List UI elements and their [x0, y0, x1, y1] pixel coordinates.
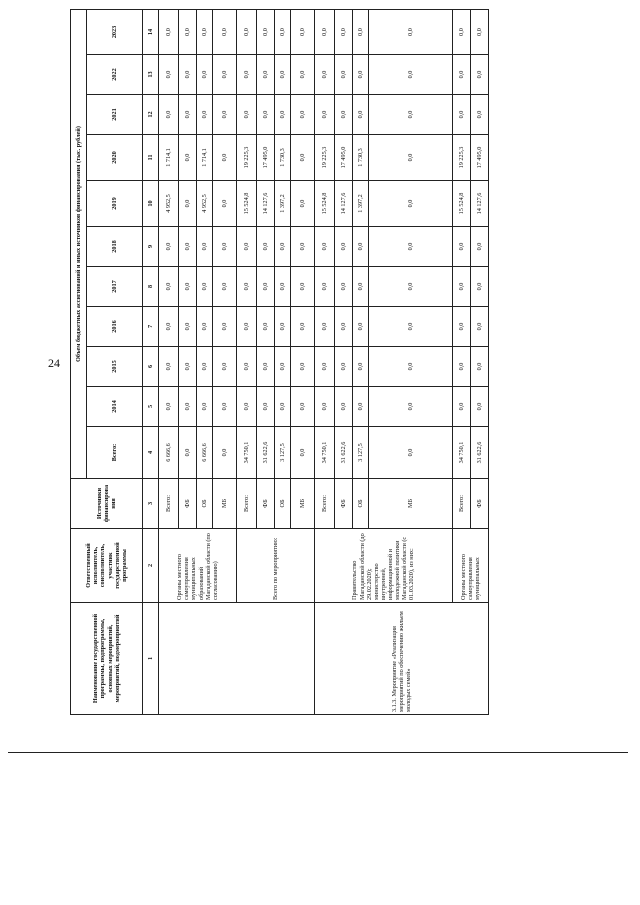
- year-value-cell: 1 397,2: [275, 181, 291, 227]
- year-value-cell: 0,0: [291, 267, 315, 307]
- year-value-cell: 0,0: [369, 135, 453, 181]
- year-value-cell: 0,0: [159, 347, 179, 387]
- executor-cell: Органы местного самоуправления муниципальных образований Магаданской области (по согласованию): [159, 529, 237, 603]
- year-value-cell: 1 730,3: [275, 135, 291, 181]
- funding-source-cell: МБ: [369, 479, 453, 529]
- year-value-cell: 0,0: [291, 307, 315, 347]
- year-value-cell: 1 714,1: [159, 135, 179, 181]
- year-value-cell: 0,0: [353, 95, 369, 135]
- year-value-cell: 0,0: [257, 267, 275, 307]
- year-value-cell: 19 225,3: [453, 135, 471, 181]
- column-number: 2: [143, 529, 159, 603]
- year-value-cell: 0,0: [471, 55, 489, 95]
- year-value-cell: 1 730,3: [353, 135, 369, 181]
- year-value-cell: 0,0: [369, 267, 453, 307]
- year-value-cell: 0,0: [335, 347, 353, 387]
- total-value-cell: 3 127,5: [275, 427, 291, 479]
- column-number: 6: [143, 347, 159, 387]
- year-value-cell: 0,0: [315, 9, 335, 54]
- total-value-cell: 31 622,6: [471, 427, 489, 479]
- year-value-cell: 0,0: [213, 95, 237, 135]
- year-value-cell: 0,0: [179, 9, 197, 54]
- year-value-cell: 0,0: [197, 307, 213, 347]
- program-name-cell: [159, 603, 315, 715]
- year-value-cell: 0,0: [197, 227, 213, 267]
- column-number: 8: [143, 267, 159, 307]
- year-value-cell: 0,0: [159, 387, 179, 427]
- page-divider: [8, 752, 628, 753]
- header-executor: Ответственный исполнитель, соисполнитель, участник государственной программы: [71, 529, 143, 603]
- year-value-cell: 0,0: [257, 347, 275, 387]
- column-number: 13: [143, 55, 159, 95]
- total-value-cell: 6 666,6: [197, 427, 213, 479]
- rotated-table-wrapper: [70, 10, 580, 715]
- year-value-cell: 0,0: [159, 307, 179, 347]
- year-value-cell: 0,0: [453, 95, 471, 135]
- year-value-cell: 0,0: [291, 347, 315, 387]
- year-value-cell: 14 127,6: [471, 181, 489, 227]
- year-value-cell: 0,0: [335, 9, 353, 54]
- column-number: 3: [143, 479, 159, 529]
- year-value-cell: 0,0: [197, 9, 213, 54]
- funding-source-cell: МБ: [213, 479, 237, 529]
- column-number: 7: [143, 307, 159, 347]
- year-value-cell: 0,0: [257, 387, 275, 427]
- header-year: 2019: [87, 181, 143, 227]
- year-value-cell: 0,0: [471, 307, 489, 347]
- year-value-cell: 0,0: [159, 55, 179, 95]
- year-value-cell: 0,0: [213, 135, 237, 181]
- year-value-cell: 0,0: [159, 9, 179, 54]
- year-value-cell: 0,0: [453, 267, 471, 307]
- year-value-cell: 0,0: [179, 55, 197, 95]
- program-name-cell: 3.1.3. Мероприятие «Реализация мероприятий по обеспечению жильем молодых семей»: [315, 603, 489, 715]
- year-value-cell: 0,0: [197, 55, 213, 95]
- year-value-cell: 0,0: [275, 227, 291, 267]
- column-number-row: [143, 9, 159, 714]
- year-value-cell: 0,0: [257, 55, 275, 95]
- header-program-name: Наименование государственной программы, подпрограммы, основных мероприятий, мероприятий, подмероприятий: [71, 603, 143, 715]
- year-value-cell: 0,0: [369, 95, 453, 135]
- year-value-cell: 0,0: [237, 387, 257, 427]
- year-value-cell: 0,0: [335, 95, 353, 135]
- year-value-cell: 0,0: [335, 55, 353, 95]
- budget-table: [70, 9, 489, 715]
- year-value-cell: 0,0: [159, 267, 179, 307]
- year-value-cell: 0,0: [453, 307, 471, 347]
- year-value-cell: 0,0: [335, 267, 353, 307]
- year-value-cell: 0,0: [237, 227, 257, 267]
- year-value-cell: 4 952,5: [159, 181, 179, 227]
- year-value-cell: 0,0: [315, 387, 335, 427]
- header-total: Всего:: [87, 427, 143, 479]
- year-value-cell: 0,0: [353, 387, 369, 427]
- total-value-cell: 0,0: [179, 427, 197, 479]
- year-value-cell: 0,0: [453, 387, 471, 427]
- funding-source-cell: Всего:: [159, 479, 179, 529]
- year-value-cell: 0,0: [291, 227, 315, 267]
- column-number: 14: [143, 9, 159, 54]
- funding-source-cell: ФБ: [179, 479, 197, 529]
- year-value-cell: 0,0: [315, 307, 335, 347]
- year-value-cell: 0,0: [179, 387, 197, 427]
- funding-source-cell: ОБ: [353, 479, 369, 529]
- year-value-cell: 0,0: [315, 95, 335, 135]
- header-year: 2023: [87, 9, 143, 54]
- year-value-cell: 0,0: [369, 227, 453, 267]
- year-value-cell: 0,0: [237, 9, 257, 54]
- year-value-cell: 0,0: [315, 267, 335, 307]
- year-value-cell: 0,0: [197, 347, 213, 387]
- year-value-cell: 0,0: [369, 307, 453, 347]
- header-year: 2018: [87, 227, 143, 267]
- year-value-cell: 0,0: [213, 307, 237, 347]
- header-funding-source: Источники финансирова ния: [71, 479, 143, 529]
- year-value-cell: 0,0: [369, 387, 453, 427]
- table-row: [159, 9, 179, 714]
- year-value-cell: 0,0: [213, 347, 237, 387]
- year-value-cell: 0,0: [179, 181, 197, 227]
- header-year: 2015: [87, 347, 143, 387]
- year-value-cell: 0,0: [315, 227, 335, 267]
- year-value-cell: 19 225,3: [315, 135, 335, 181]
- header-year: 2021: [87, 95, 143, 135]
- funding-source-cell: МБ: [291, 479, 315, 529]
- year-value-cell: 0,0: [471, 267, 489, 307]
- year-value-cell: 4 952,5: [197, 181, 213, 227]
- year-value-cell: 0,0: [291, 181, 315, 227]
- year-value-cell: 1 714,1: [197, 135, 213, 181]
- year-value-cell: 0,0: [257, 227, 275, 267]
- total-value-cell: 34 750,1: [237, 427, 257, 479]
- executor-cell: Правительство Магаданской области (до 29.02.2020); министерство внутренней, информационной и молодежной политики Магаданской области (с 01.03.2020), из них:: [315, 529, 453, 603]
- year-value-cell: 0,0: [257, 95, 275, 135]
- year-value-cell: 0,0: [213, 227, 237, 267]
- year-value-cell: 0,0: [179, 347, 197, 387]
- year-value-cell: 0,0: [237, 55, 257, 95]
- year-value-cell: 0,0: [197, 387, 213, 427]
- year-value-cell: 0,0: [353, 9, 369, 54]
- year-value-cell: 15 524,8: [453, 181, 471, 227]
- funding-source-cell: ОБ: [197, 479, 213, 529]
- year-value-cell: 0,0: [453, 55, 471, 95]
- year-value-cell: 0,0: [275, 55, 291, 95]
- year-value-cell: 0,0: [275, 267, 291, 307]
- year-value-cell: 0,0: [275, 95, 291, 135]
- header-year: 2022: [87, 55, 143, 95]
- year-value-cell: 0,0: [291, 55, 315, 95]
- column-number: 1: [143, 603, 159, 715]
- page-number: 24: [48, 356, 60, 370]
- year-value-cell: 0,0: [353, 55, 369, 95]
- table-body: [159, 9, 489, 714]
- year-value-cell: 17 495,0: [471, 135, 489, 181]
- funding-source-cell: Всего:: [453, 479, 471, 529]
- year-value-cell: 0,0: [453, 227, 471, 267]
- year-value-cell: 0,0: [179, 227, 197, 267]
- year-value-cell: 0,0: [197, 267, 213, 307]
- year-value-cell: 0,0: [237, 347, 257, 387]
- funding-source-cell: ФБ: [335, 479, 353, 529]
- year-value-cell: 0,0: [471, 9, 489, 54]
- header-year: 2017: [87, 267, 143, 307]
- year-value-cell: 0,0: [179, 307, 197, 347]
- year-value-cell: 15 524,8: [237, 181, 257, 227]
- year-value-cell: 0,0: [291, 387, 315, 427]
- year-value-cell: 0,0: [369, 347, 453, 387]
- year-value-cell: 17 495,0: [257, 135, 275, 181]
- year-value-cell: 0,0: [291, 135, 315, 181]
- year-value-cell: 0,0: [179, 135, 197, 181]
- total-value-cell: 31 622,6: [257, 427, 275, 479]
- year-value-cell: 0,0: [237, 307, 257, 347]
- year-value-cell: 0,0: [353, 227, 369, 267]
- funding-source-cell: ФБ: [471, 479, 489, 529]
- year-value-cell: 0,0: [471, 227, 489, 267]
- column-number: 4: [143, 427, 159, 479]
- year-value-cell: 15 524,8: [315, 181, 335, 227]
- year-value-cell: 0,0: [315, 55, 335, 95]
- total-value-cell: 34 750,1: [453, 427, 471, 479]
- year-value-cell: 0,0: [335, 227, 353, 267]
- year-value-cell: 0,0: [471, 95, 489, 135]
- year-value-cell: 0,0: [213, 267, 237, 307]
- year-value-cell: 0,0: [179, 95, 197, 135]
- year-value-cell: 0,0: [213, 387, 237, 427]
- year-value-cell: 0,0: [213, 55, 237, 95]
- column-number: 9: [143, 227, 159, 267]
- year-value-cell: 0,0: [275, 307, 291, 347]
- year-value-cell: 0,0: [369, 181, 453, 227]
- funding-source-cell: ОБ: [275, 479, 291, 529]
- year-value-cell: 0,0: [197, 95, 213, 135]
- column-number: 11: [143, 135, 159, 181]
- year-value-cell: 0,0: [335, 387, 353, 427]
- year-value-cell: 0,0: [291, 9, 315, 54]
- year-value-cell: 0,0: [237, 267, 257, 307]
- header-year: 2020: [87, 135, 143, 181]
- year-value-cell: 17 495,0: [335, 135, 353, 181]
- header-volume: Объем бюджетных ассигнований и иных источников финансирования (тыс. рублей): [71, 9, 87, 478]
- table-header: [71, 9, 159, 714]
- total-value-cell: 31 622,6: [335, 427, 353, 479]
- year-value-cell: 0,0: [335, 307, 353, 347]
- total-value-cell: 0,0: [213, 427, 237, 479]
- year-value-cell: 0,0: [159, 95, 179, 135]
- year-value-cell: 0,0: [315, 347, 335, 387]
- funding-source-cell: Всего:: [315, 479, 335, 529]
- year-value-cell: 0,0: [237, 95, 257, 135]
- executor-cell: Органы местного самоуправления муниципальных: [453, 529, 489, 603]
- year-value-cell: 0,0: [369, 55, 453, 95]
- year-value-cell: 14 127,6: [335, 181, 353, 227]
- total-value-cell: 0,0: [369, 427, 453, 479]
- year-value-cell: 0,0: [275, 9, 291, 54]
- funding-source-cell: Всего:: [237, 479, 257, 529]
- funding-source-cell: ФБ: [257, 479, 275, 529]
- year-value-cell: 0,0: [275, 347, 291, 387]
- year-value-cell: 19 225,3: [237, 135, 257, 181]
- year-value-cell: 0,0: [471, 387, 489, 427]
- year-value-cell: 0,0: [179, 267, 197, 307]
- executor-cell: Всего по мероприятию:: [237, 529, 315, 603]
- year-value-cell: 0,0: [369, 9, 453, 54]
- year-value-cell: 1 397,2: [353, 181, 369, 227]
- year-value-cell: 0,0: [471, 347, 489, 387]
- total-value-cell: 0,0: [291, 427, 315, 479]
- year-value-cell: 0,0: [275, 387, 291, 427]
- table-row: [315, 9, 335, 714]
- year-value-cell: 0,0: [453, 347, 471, 387]
- year-value-cell: 0,0: [213, 9, 237, 54]
- total-value-cell: 3 127,5: [353, 427, 369, 479]
- header-year: 2014: [87, 387, 143, 427]
- year-value-cell: 0,0: [257, 307, 275, 347]
- total-value-cell: 34 750,1: [315, 427, 335, 479]
- header-year: 2016: [87, 307, 143, 347]
- year-value-cell: 0,0: [353, 267, 369, 307]
- year-value-cell: 0,0: [159, 227, 179, 267]
- total-value-cell: 6 666,6: [159, 427, 179, 479]
- year-value-cell: 0,0: [353, 307, 369, 347]
- column-number: 10: [143, 181, 159, 227]
- year-value-cell: 0,0: [353, 347, 369, 387]
- year-value-cell: 0,0: [213, 181, 237, 227]
- year-value-cell: 0,0: [257, 9, 275, 54]
- year-value-cell: 0,0: [453, 9, 471, 54]
- column-number: 5: [143, 387, 159, 427]
- column-number: 12: [143, 95, 159, 135]
- year-value-cell: 0,0: [291, 95, 315, 135]
- year-value-cell: 14 127,6: [257, 181, 275, 227]
